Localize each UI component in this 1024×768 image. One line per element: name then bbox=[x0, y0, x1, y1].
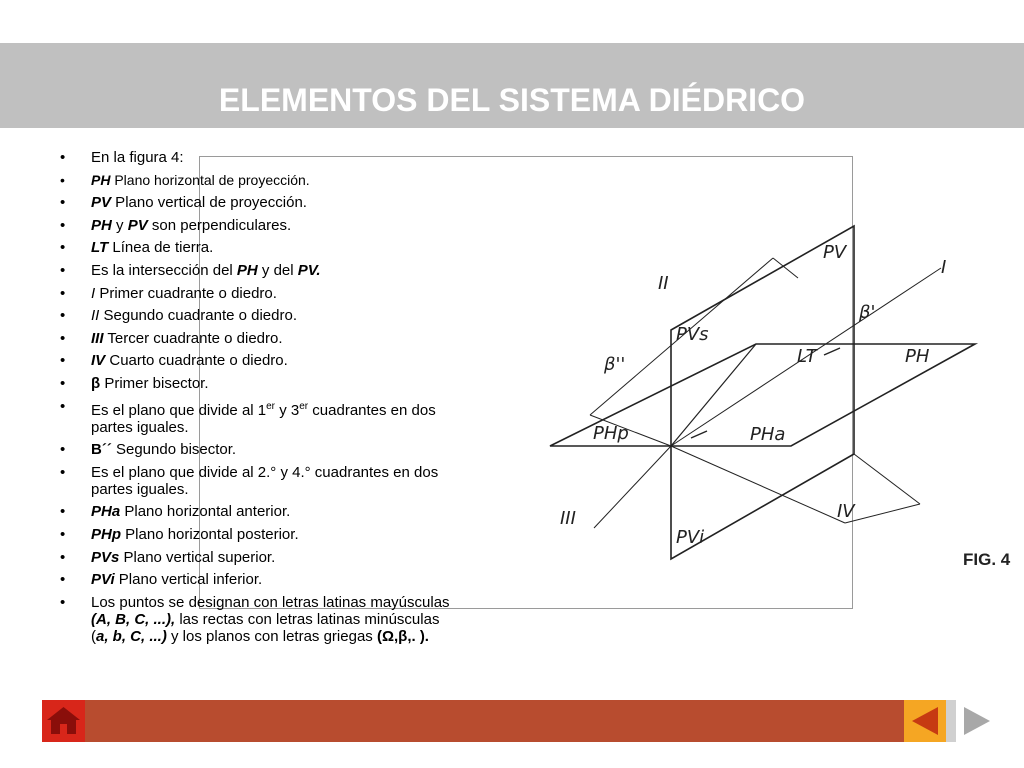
bullet-item: • B´´ Segundo bisector. bbox=[60, 441, 460, 458]
bullet-item: • PVs Plano vertical superior. bbox=[60, 549, 460, 566]
figure-caption: FIG. 4 bbox=[963, 550, 1011, 569]
first-bisector-line-lower bbox=[594, 446, 671, 528]
bullet-item: • I Primer cuadrante o diedro. bbox=[60, 285, 460, 302]
label-pv: PV bbox=[823, 242, 847, 263]
bullet-item: • PH Plano horizontal de proyección. bbox=[60, 172, 460, 189]
second-bisector-edge-right bbox=[854, 454, 920, 504]
bullet-item: • IV Cuarto cuadrante o diedro. bbox=[60, 352, 460, 369]
label-quadrant-1: I bbox=[941, 257, 947, 278]
bullet-list bbox=[60, 149, 460, 650]
bullet-item: • III Tercer cuadrante o diedro. bbox=[60, 330, 460, 347]
vertical-plane bbox=[671, 226, 854, 559]
label-quadrant-2: II bbox=[658, 273, 669, 294]
lt-mark bbox=[691, 431, 707, 438]
label-lt: LT bbox=[797, 346, 817, 367]
bullet-item: • PVi Plano vertical inferior. bbox=[60, 571, 460, 588]
footer-bar bbox=[42, 700, 998, 742]
label-beta-2: β'' bbox=[604, 354, 626, 375]
bullet-item: • PH y PV son perpendiculares. bbox=[60, 217, 460, 234]
nav-separator bbox=[946, 700, 956, 742]
label-pvs: PVs bbox=[676, 324, 709, 345]
next-slide-button[interactable] bbox=[956, 700, 998, 742]
second-bisector-edge-top bbox=[773, 258, 798, 278]
bullet-item: • Es la intersección del PH y del PV. bbox=[60, 262, 460, 279]
bullet-item: • LT Línea de tierra. bbox=[60, 239, 460, 256]
second-bisector-edge-bottom bbox=[845, 504, 920, 523]
home-button[interactable] bbox=[42, 700, 85, 742]
home-icon bbox=[42, 700, 85, 742]
label-beta-1: β' bbox=[859, 302, 876, 323]
bullet-item: • PV Plano vertical de proyección. bbox=[60, 194, 460, 211]
label-ph: PH bbox=[905, 346, 930, 367]
label-pha: PHa bbox=[750, 424, 786, 445]
bullet-item: • II Segundo cuadrante o diedro. bbox=[60, 307, 460, 324]
bullet-item: • Es el plano que divide al 2.° y 4.° cuadrantes en dos partes iguales. bbox=[60, 464, 460, 498]
lt-mark bbox=[824, 348, 840, 355]
previous-slide-button[interactable] bbox=[904, 700, 946, 742]
slide-title: ELEMENTOS DEL SISTEMA DIÉDRICO bbox=[218, 82, 806, 118]
prev-arrow-icon bbox=[904, 700, 946, 742]
next-arrow-icon bbox=[956, 700, 998, 742]
ground-line bbox=[671, 344, 756, 446]
label-quadrant-4: IV bbox=[837, 501, 855, 522]
bullet-item: • PHa Plano horizontal anterior. bbox=[60, 503, 460, 520]
bullet-item: • En la figura 4: bbox=[60, 149, 460, 166]
bullet-item: • PHp Plano horizontal posterior. bbox=[60, 526, 460, 543]
bullet-item: • Es el plano que divide al 1er y 3er cuadrantes en dos partes iguales. bbox=[60, 398, 460, 436]
dihedral-system-figure bbox=[545, 190, 1015, 580]
label-quadrant-3: III bbox=[560, 508, 576, 529]
label-php: PHp bbox=[593, 423, 629, 444]
second-bisector-line-lower bbox=[671, 446, 845, 523]
label-pvi: PVi bbox=[676, 527, 705, 548]
bullet-item: • β Primer bisector. bbox=[60, 375, 460, 392]
bullet-item: • Los puntos se designan con letras latinas mayúsculas (A, B, C, ...), las rectas con letras latinas minúsculas (a, b, C, ...) y los planos con letras griegas (Ω,β,. ). bbox=[60, 594, 460, 645]
